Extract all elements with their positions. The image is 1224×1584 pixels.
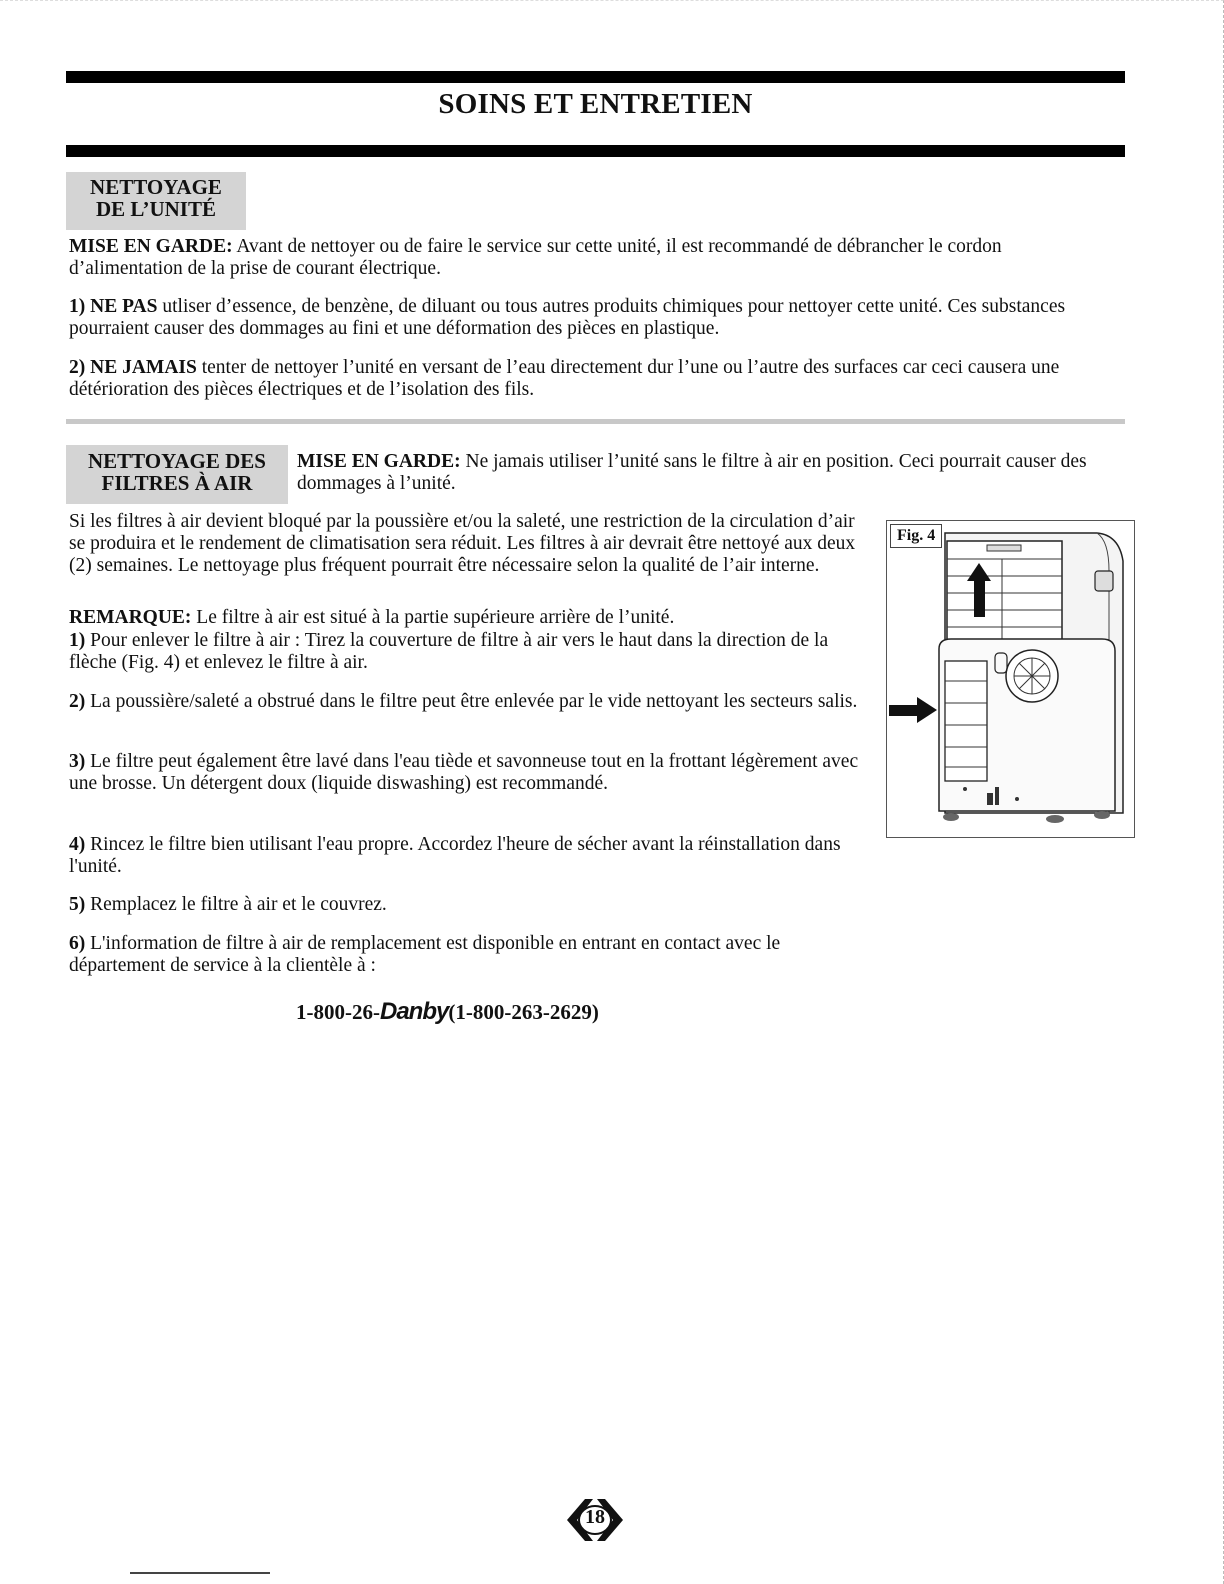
step-number: 1) — [69, 630, 86, 651]
step-text: L'information de filtre à air de remplacement est disponible en entrant en contact avec le département de service à la clientèle à : — [69, 933, 781, 976]
phone-suffix: (1-800-263-2629) — [448, 1000, 599, 1024]
footer-line — [130, 1572, 270, 1574]
section-tag-unit-cleaning — [66, 172, 246, 230]
item-number: 2) — [69, 357, 86, 378]
warning-label: MISE EN GARDE: — [297, 451, 461, 472]
section-divider — [66, 419, 1125, 424]
page-number-badge — [555, 1495, 635, 1545]
item-keyword: NE JAMAIS — [90, 357, 197, 378]
filter-intro-paragraph: Si les filtres à air devient bloqué par la poussière et/ou la saleté, une restriction de la circulation d’air se produira et le rendement de climatisation sera réduit. Les filtres à air devrait être nettoyé aux deux (2) semaines. Le nettoyage plus fréquent pourrait être nécessaire selon la qualité de l’air interne. — [69, 511, 856, 576]
item-text: tenter de nettoyer l’unité en versant de l’eau directement dur l’une ou l’autre des surfaces car ceci causera une détérioration des pièces électriques et de l’isolation des fils. — [69, 357, 1060, 400]
step-text: La poussière/saleté a obstrué dans le filtre peut être enlevée par le vide nettoyant les secteurs salis. — [85, 691, 858, 712]
warning-label: MISE EN GARDE: — [69, 236, 233, 257]
figure-4 — [886, 520, 1135, 838]
step-number: 3) — [69, 751, 86, 772]
section-tag-line: NETTOYAGE DES — [88, 449, 266, 473]
step-text: Pour enlever le filtre à air : Tirez la couverture de filtre à air vers le haut dans la direction de la flèche (Fig. 4) et enlevez le filtre à air. — [69, 630, 829, 673]
step-item — [69, 751, 874, 795]
warning-text: Ne jamais utiliser l’unité sans le filtre à air en position. Ceci pourrait causer des dommages à l’unité. — [297, 451, 1087, 494]
step-number: 5) — [69, 894, 86, 915]
filter-warning — [297, 451, 1087, 495]
phone-prefix: 1-800-26- — [296, 1000, 380, 1024]
step-item — [69, 691, 874, 713]
item-text: utliser d’essence, de benzène, de diluant ou tous autres produits chimiques pour nettoyer cette unité. Ces substances pourraient causer des dommages au fini et une déformation des pièces en plastique. — [69, 296, 1066, 339]
service-phone-number — [296, 998, 599, 1026]
header-bottom-bar — [66, 145, 1125, 157]
step-number: 6) — [69, 933, 86, 954]
list-item — [69, 357, 1124, 401]
step-text: Remplacez le filtre à air et le couvrez. — [85, 894, 387, 915]
section-tag-filter-cleaning — [66, 445, 288, 504]
remark-label: REMARQUE: — [69, 607, 192, 628]
page-number: 18 — [585, 1506, 605, 1528]
step-item — [69, 933, 874, 977]
step-number: 2) — [69, 691, 86, 712]
remark-text: Le filtre à air est situé à la partie supérieure arrière de l’unité. — [191, 607, 675, 628]
step-number: 4) — [69, 834, 86, 855]
step-item — [69, 894, 874, 916]
step-text: Le filtre peut également être lavé dans l'eau tiède et savonneuse tout en la frottant légèrement avec une brosse. Un détergent doux (liquide diswashing) est recommandé. — [69, 751, 859, 794]
section-tag-line: DE L’UNITÉ — [95, 197, 216, 221]
air-conditioner-illustration — [887, 521, 1133, 836]
step-item — [69, 834, 874, 878]
header-top-bar — [66, 71, 1125, 83]
warning-text: Avant de nettoyer ou de faire le service sur cette unité, il est recommandé de débrancher le cordon d’alimentation de la prise de courant électrique. — [69, 236, 1002, 279]
danby-brand-logo: Danby — [379, 998, 449, 1025]
step-text: Rincez le filtre bien utilisant l'eau propre. Accordez l'heure de sécher avant la réinstallation dans l'unité. — [69, 834, 841, 877]
figure-label: Fig. 4 — [890, 524, 942, 548]
list-item — [69, 296, 1124, 340]
item-number: 1) — [69, 296, 86, 317]
remark — [69, 607, 874, 629]
unit-warning — [69, 236, 1114, 280]
section-tag-line: NETTOYAGE — [90, 175, 222, 199]
page-title: SOINS ET ENTRETIEN — [438, 88, 753, 120]
item-keyword: NE PAS — [90, 296, 158, 317]
step-item — [69, 630, 874, 674]
section-tag-line: FILTRES À AIR — [101, 471, 253, 495]
